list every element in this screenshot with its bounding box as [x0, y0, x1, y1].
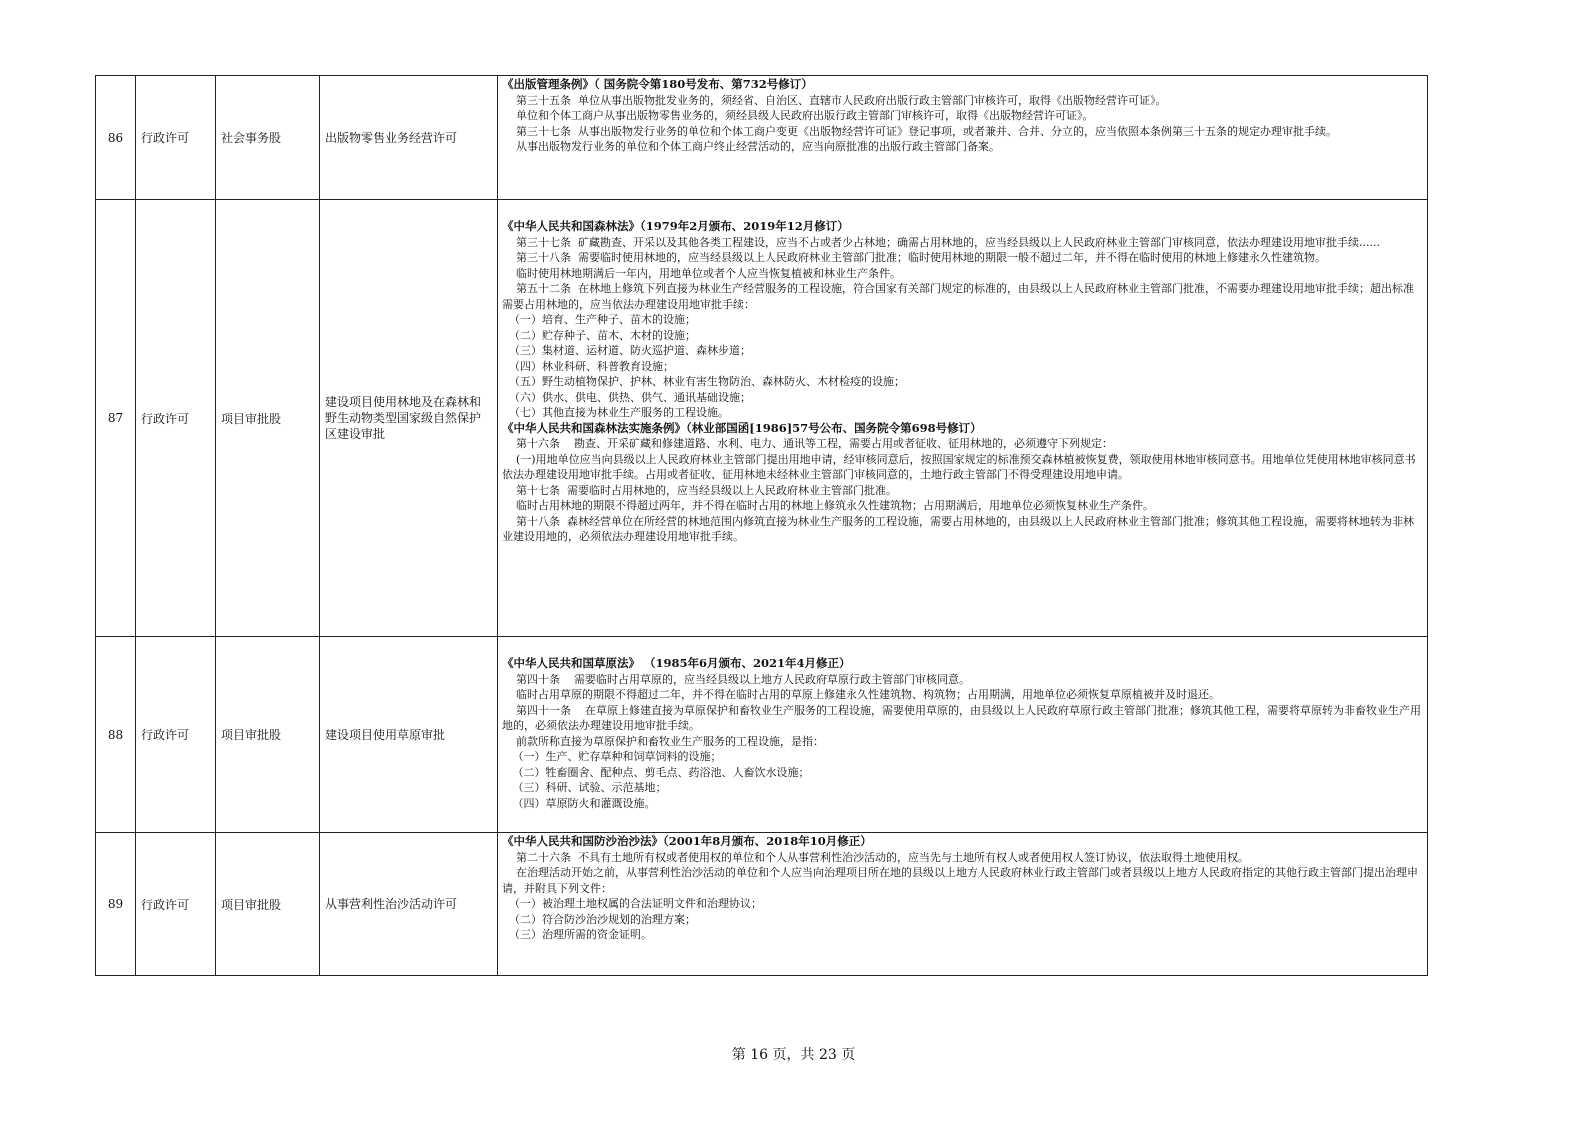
- row-number: 87: [96, 200, 136, 637]
- law-clause: (一)用地单位应当向县级以上人民政府林业主管部门提出用地申请，经审核同意后，按照国家规定的标准预交森林植被恢复费，领取使用林地审核同意书。用地单位凭使用林地审核同意书依法办理建设用地审批手续。占用或者征收、征用林地未经林业主管部门审核同意的，土地行政主管部门不得受理建设用地申请。: [502, 452, 1416, 481]
- law-clause: 第三十七条 矿藏勘查、开采以及其他各类工程建设，应当不占或者少占林地；确需占用林地的，应当经县级以上人民政府林业主管部门审核同意，依法办理建设用地审批手续......: [502, 235, 1380, 249]
- item-name: 建设项目使用林地及在森林和野生动物类型国家级自然保护区建设审批: [320, 200, 498, 637]
- law-clause: （五）野生动植物保护、护林、林业有害生物防治、森林防火、木材检疫的设施；: [502, 375, 905, 388]
- law-clause: 第三十七条 从事出版物发行业务的单位和个体工商户变更《出版物经营许可证》登记事项，或者兼并、合并、分立的，应当依照本条例第三十五条的规定办理审批手续。: [502, 124, 1337, 138]
- law-title: 《中华人民共和国防沙治沙法》（2001年8月颁布、2018年10月修正）: [502, 834, 872, 848]
- law-title: 《中华人民共和国森林法实施条例》（林业部国函[1986]57号公布、国务院令第698号修订）: [502, 420, 982, 435]
- law-clause: 单位和个体工商户从事出版物零售业务的，须经县级人民政府出版行政主管部门审核许可，取得《出版物经营许可证》。: [502, 109, 1094, 122]
- law-clause: （一）被治理土地权属的合法证明文件和治理协议；: [502, 897, 762, 910]
- law-clause: （四）草原防火和灌溉设施。: [502, 796, 656, 810]
- table-row: [96, 637, 1428, 833]
- item-type: 行政许可: [136, 200, 216, 637]
- law-clause: （一）培育、生产种子、苗木的设施；: [502, 313, 696, 326]
- row-number: 86: [96, 76, 136, 200]
- law-clause: （七）其他直接为林业生产服务的工程设施。: [502, 406, 729, 419]
- law-title: 《中华人民共和国草原法》 （1985年6月颁布、2021年4月修正）: [502, 656, 851, 670]
- table-row: [96, 833, 1428, 976]
- item-type: 行政许可: [136, 833, 216, 976]
- item-type: 行政许可: [136, 76, 216, 200]
- law-clause: 第四十一条 在草原上修建直接为草原保护和畜牧业生产服务的工程设施，需要使用草原的，由县级以上人民政府草原行政主管部门批准；修筑其他工程，需要将草原转为非畜牧业生产用地的，必须依法办理建设用地审批手续。: [502, 703, 1421, 732]
- law-clause: （二）牲畜圈舍、配种点、剪毛点、药浴池、人畜饮水设施；: [502, 765, 810, 779]
- legal-basis: [498, 833, 1428, 976]
- department: 项目审批股: [216, 200, 320, 637]
- row-number: 88: [96, 637, 136, 833]
- law-clause: 第二十六条 不具有土地所有权或者使用权的单位和个人从事营利性治沙活动的，应当先与土地所有权人或者使用权人签订协议，依法取得土地使用权。: [502, 850, 1249, 864]
- table-row: [96, 76, 1428, 200]
- table-row: [96, 200, 1428, 637]
- regulation-table: [95, 75, 1428, 976]
- law-clause: 前款所称直接为草原保护和畜牧业生产服务的工程设施，是指：: [502, 734, 824, 748]
- law-title: 《出版管理条例》（ 国务院令第180号发布、第732号修订）: [502, 77, 813, 91]
- item-name: 从事营利性治沙活动许可: [320, 833, 498, 976]
- law-clause: （二）符合防沙治沙规划的治理方案；: [502, 912, 696, 926]
- legal-basis: [498, 76, 1428, 200]
- legal-basis: [498, 637, 1428, 833]
- law-clause: （三）治理所需的资金证明。: [502, 928, 652, 941]
- page-footer: 第 16 页，共 23 页: [731, 1047, 856, 1063]
- law-clause: 第三十八条 需要临时使用林地的，应当经县级以上人民政府林业主管部门批准；临时使用林地的期限一般不超过二年，并不得在临时使用的林地上修建永久性建筑物。: [502, 251, 1326, 264]
- law-clause: 在治理活动开始之前，从事营利性治沙活动的单位和个人应当向治理项目所在地的县级以上地方人民政府林业行政主管部门或者县级以上地方人民政府指定的其他行政主管部门提出治理申请，并附具下列文件：: [502, 866, 1418, 895]
- law-clause: 从事出版物发行业务的单位和个体工商户终止经营活动的，应当向原批准的出版行政主管部门备案。: [502, 140, 1000, 153]
- department: 项目审批股: [216, 637, 320, 833]
- law-clause: 临时占用林地的期限不得超过两年，并不得在临时占用的林地上修筑永久性建筑物；占用期满后，用地单位必须恢复林业生产条件。: [502, 499, 1154, 512]
- law-clause: （三）集材道、运材道、防火巡护道、森林步道；: [502, 344, 751, 357]
- law-clause: 临时占用草原的期限不得超过二年，并不得在临时占用的草原上修建永久性建筑物、构筑物；占用期满，用地单位必须恢复草原植被并及时退还。: [502, 688, 1220, 701]
- law-clause: （六）供水、供电、供热、供气、通讯基础设施；: [502, 390, 751, 404]
- law-clause: （二）贮存种子、苗木、木材的设施；: [502, 328, 696, 342]
- law-clause: 第三十五条 单位从事出版物批发业务的，须经省、自治区、直辖市人民政府出版行政主管部门审核许可，取得《出版物经营许可证》。: [502, 93, 1167, 107]
- law-clause: 第五十二条 在林地上修筑下列直接为林业生产经营服务的工程设施，符合国家有关部门规定的标准的，由县级以上人民政府林业主管部门批准，不需要办理建设用地审批手续；超出标准需要占用林地的，应当依法办理建设用地审批手续：: [502, 282, 1414, 311]
- item-name: 建设项目使用草原审批: [320, 637, 498, 833]
- legal-basis: [498, 200, 1428, 637]
- law-clause: 第四十条 需要临时占用草原的，应当经县级以上地方人民政府草原行政主管部门审核同意。: [502, 672, 970, 686]
- law-title: 《中华人民共和国森林法》（1979年2月颁布、2019年12月修订）: [502, 219, 849, 233]
- department: 项目审批股: [216, 833, 320, 976]
- law-clause: 第十六条 勘查、开采矿藏和修建道路、水利、电力、通讯等工程，需要占用或者征收、征用林地的，必须遵守下列规定：: [502, 437, 1113, 450]
- department: 社会事务股: [216, 76, 320, 200]
- item-name: 出版物零售业务经营许可: [320, 76, 498, 200]
- law-clause: 临时使用林地期满后一年内，用地单位或者个人应当恢复植被和林业生产条件。: [502, 266, 901, 280]
- row-number: 89: [96, 833, 136, 976]
- law-clause: （三）科研、试验、示范基地；: [502, 781, 667, 794]
- law-clause: 第十七条 需要临时占用林地的，应当经县级以上人民政府林业主管部门批准。: [502, 483, 897, 497]
- item-type: 行政许可: [136, 637, 216, 833]
- law-clause: （四）林业科研、科普教育设施；: [502, 359, 674, 373]
- law-clause: 第十八条 森林经营单位在所经营的林地范围内修筑直接为林业生产服务的工程设施，需要占用林地的，由县级以上人民政府林业主管部门批准；修筑其他工程设施，需要将林地转为非林业建设用地的，必须依法办理建设用地审批手续。: [502, 514, 1414, 543]
- law-clause: （一）生产、贮存草种和饲草饲料的设施；: [502, 750, 722, 763]
